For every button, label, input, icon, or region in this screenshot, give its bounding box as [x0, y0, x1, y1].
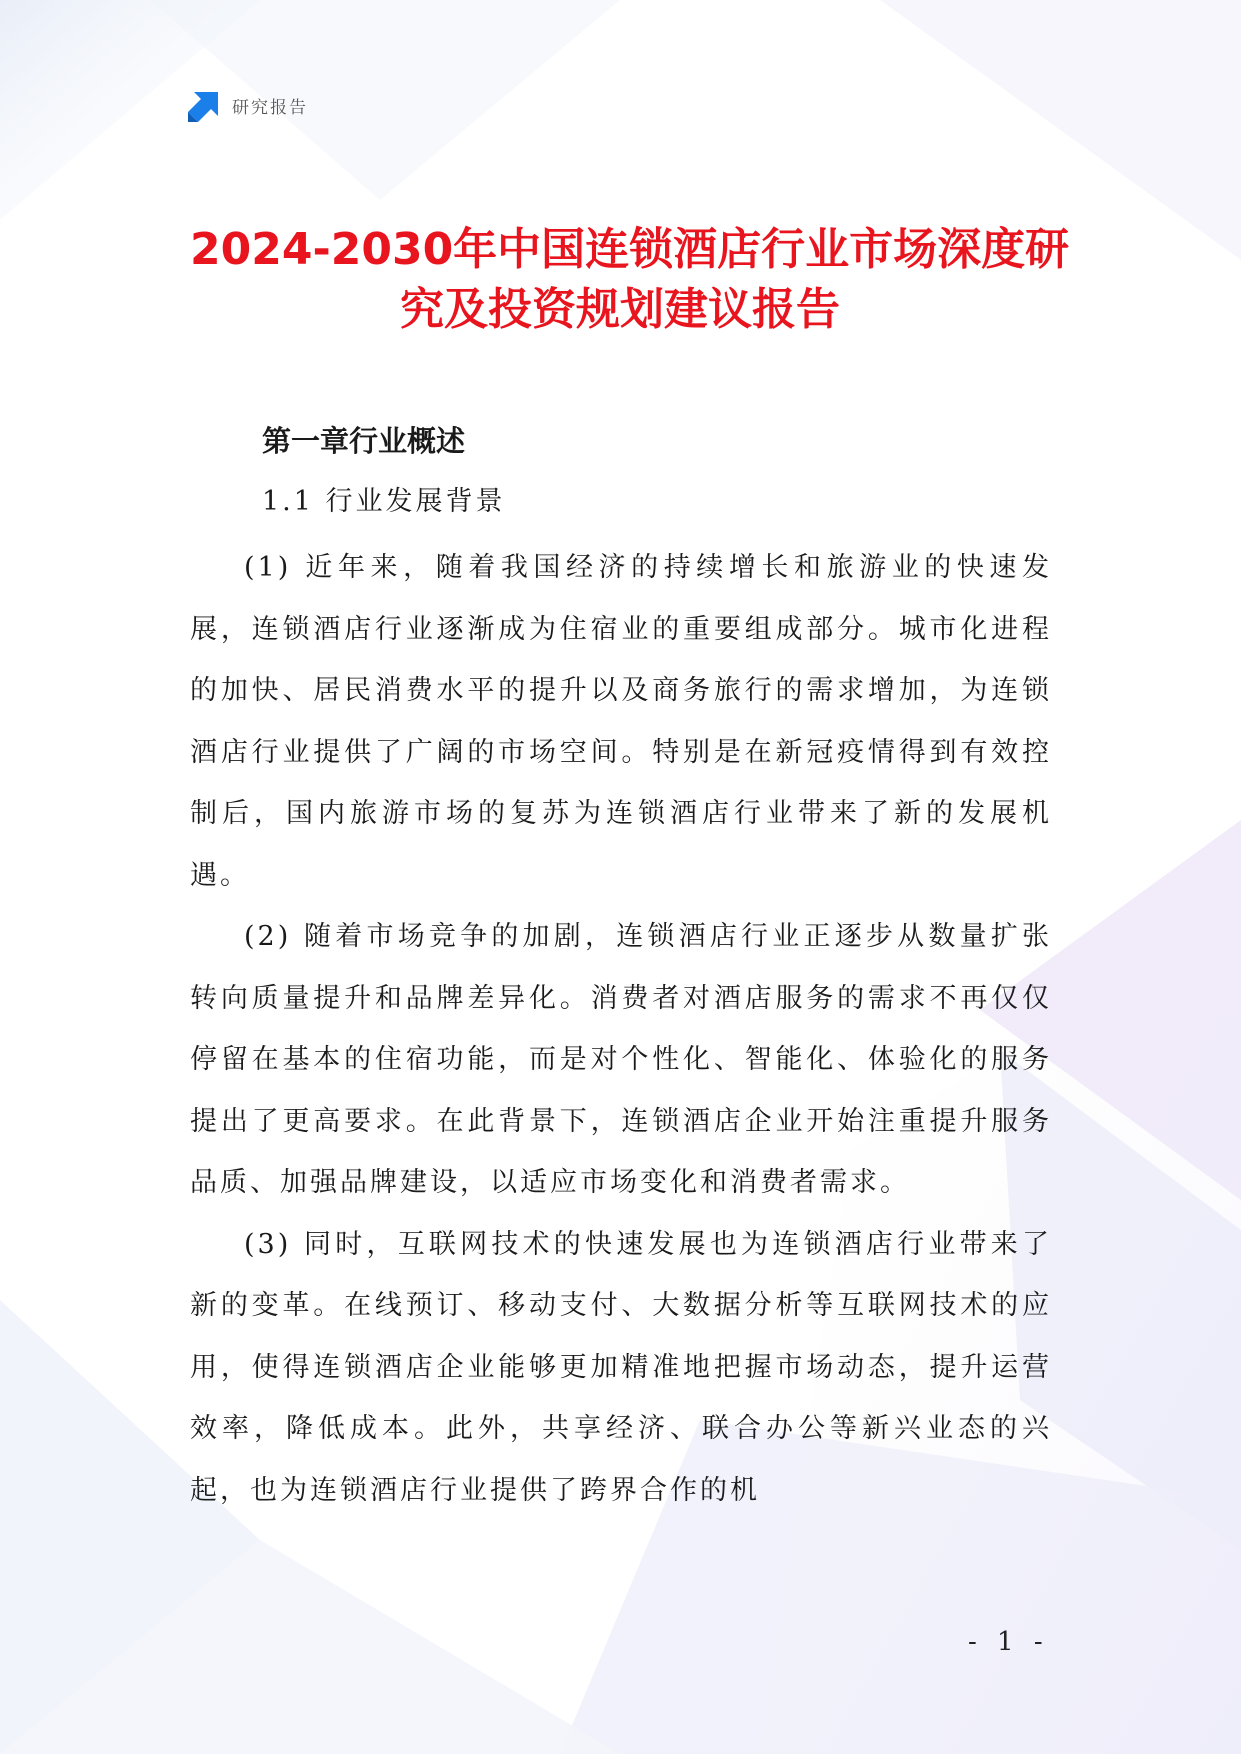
arrow-up-right-icon [188, 88, 222, 122]
report-title-line-2: 究及投资规划建议报告 [400, 284, 840, 335]
chapter-heading: 第一章行业概述 [262, 424, 466, 458]
body-text [190, 537, 1052, 1521]
section-heading: 1.1 行业发展背景 [262, 486, 506, 517]
paragraph-1: (1) 近年来，随着我国经济的持续增长和旅游业的快速发展，连锁酒店行业逐渐成为住宿业的重要组成部分。城市化进程的加快、居民消费水平的提升以及商务旅行的需求增加，为连锁酒店行业提供了广阔的市场空间。特别是在新冠疫情得到有效控制后，国内旅游市场的复苏为连锁酒店行业带来了新的发展机遇。 [190, 552, 1052, 891]
page-number: - 1 - [968, 1627, 1049, 1657]
header-label: 研究报告 [232, 97, 308, 118]
paragraph-3: (3) 同时，互联网技术的快速发展也为连锁酒店行业带来了新的变革。在线预订、移动支付、大数据分析等互联网技术的应用，使得连锁酒店企业能够更加精准地把握市场动态，提升运营效率，降低成本。此外，共享经济、联合办公等新兴业态的兴起，也为连锁酒店行业提供了跨界合作的机 [190, 1228, 1052, 1506]
paragraph-2: (2) 随着市场竞争的加剧，连锁酒店行业正逐步从数量扩张转向质量提升和品牌差异化。消费者对酒店服务的需求不再仅仅停留在基本的住宿功能，而是对个性化、智能化、体验化的服务提出了更高要求。在此背景下，连锁酒店企业开始注重提升服务品质、加强品牌建设，以适应市场变化和消费者需求。 [190, 921, 1052, 1198]
report-title [190, 220, 1070, 340]
report-header [188, 88, 308, 122]
report-title-line-1: 2024-2030年中国连锁酒店行业市场深度研 [190, 224, 1070, 275]
